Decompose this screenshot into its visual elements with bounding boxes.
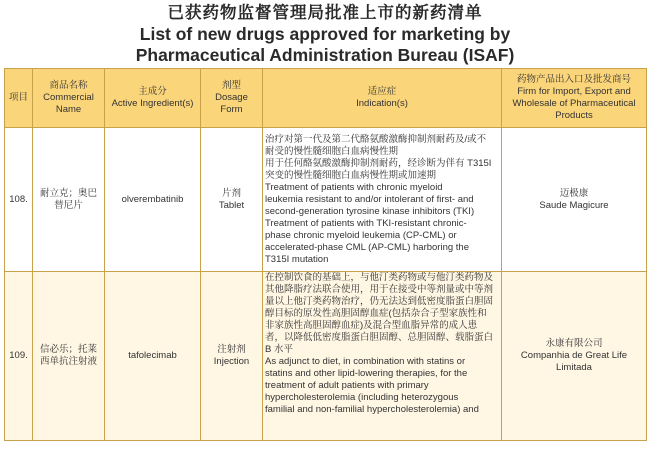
row-number: 109. (5, 272, 33, 441)
dosage-form-cell: 片剂 Tablet (201, 128, 263, 272)
active-ingredient-cell: tafolecimab (105, 272, 201, 441)
firm-cell: 永康有限公司 Companhia de Great Life Limitada (502, 272, 647, 441)
active-ingredient-cell: olverembatinib (105, 128, 201, 272)
indication-cell: 治疗对第一代及第二代酪氨酸激酶抑制剂耐药及/或不 耐受的慢性髓细胞白血病慢性期 用于任何酪氨酸激酶抑制剂耐药，经诊断为伴有 T315I 突变的慢性髓细胞白血病慢性期或加速期 Treatment of patients with chronic myeloid leukemia resistant to and/or intolerant of first- and second-generation tyrosine kinase inhibitors (TKI) Treatment of patients with TKI-resistant chronic- phase chronic myeloid leukemia (CP-CML) or accelerated-phase CML (AP-CML) harboring the T315I mutation (263, 128, 502, 272)
dosage-form-cell: 注射剂 Injection (201, 272, 263, 441)
commercial-name-cell: 信必乐；托莱 西单抗注射液 (33, 272, 105, 441)
table-row (5, 272, 647, 441)
header-indication: 适应症 Indication(s) (263, 69, 502, 128)
firm-cell: 迈极康 Saude Magicure (502, 128, 647, 272)
indication-cell: 在控制饮食的基础上，与他汀类药物或与他汀类药物及 其他降脂疗法联合使用，用于在接受中等剂量或中等剂 量以上他汀类药物治疗，仍无法达到低密度脂蛋白胆固 醇目标的原发性高胆固醇血症(包括杂合子型家族性和 非家族性高胆固醇血症)及混合型血脂异常的成人患 者，以降低低密度脂蛋白胆固醇、总胆固醇、载脂蛋白 B 水平 As adjunct to diet, in combination with statins or statins and other lipid-lowering therapies, for the treatment of adult patients with primary hypercholesterolemia (including heterozygous familial and non-familial hypercholesterolemia) and (263, 272, 502, 441)
title-english-line1: List of new drugs approved for marketing by (139, 24, 511, 44)
row-number: 108. (5, 128, 33, 272)
commercial-name-cell: 耐立克；奥巴 替尼片 (33, 128, 105, 272)
title-english-line2: Pharmaceutical Administration Bureau (ISAF) (135, 45, 515, 65)
drug-table (4, 68, 647, 441)
header-row (5, 69, 647, 128)
header-item: 项目 (5, 69, 33, 128)
header-dosage-form: 剂型 Dosage Form (201, 69, 263, 128)
title-chinese: 已获药物监督管理局批准上市的新药清单 (167, 4, 483, 22)
title-block (0, 0, 650, 66)
header-firm: 药物产品出入口及批发商号 Firm for Import, Export and Wholesale of Pharmaceutical Products (502, 69, 647, 128)
header-commercial-name: 商品名称 Commercial Name (33, 69, 105, 128)
header-active-ingredient: 主成分 Active Ingredient(s) (105, 69, 201, 128)
table-row (5, 128, 647, 272)
